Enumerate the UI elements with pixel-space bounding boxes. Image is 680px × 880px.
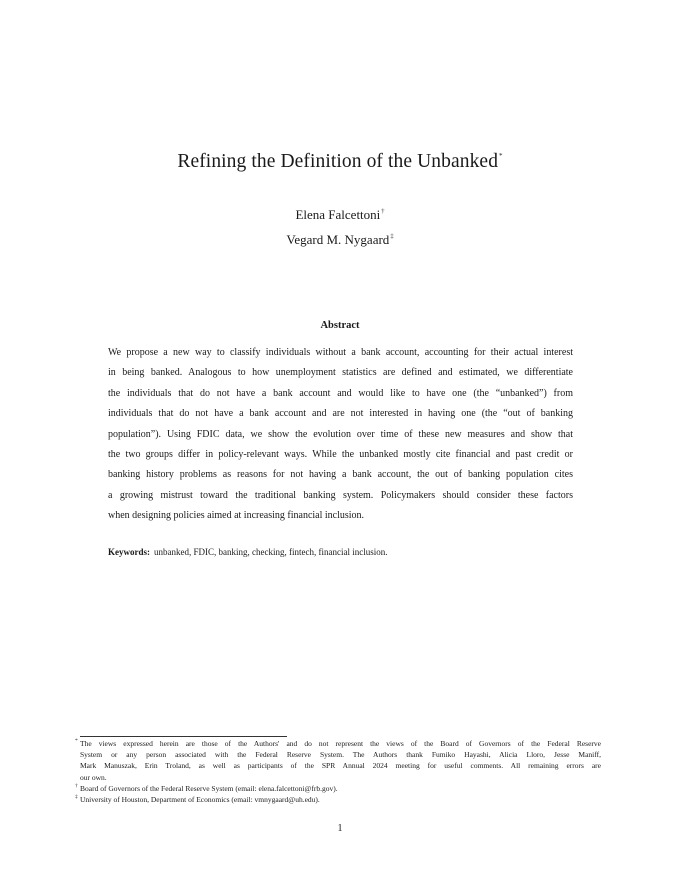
abstract-line: We propose a new way to classify individuals without a bank account, accounting for their actual interest [108,347,573,358]
title-footnote-mark: * [499,152,503,160]
footnote-line: The views expressed herein are those of the Authors' and do not represent the views of the Board of Governors of the Federal Reserve [80,739,601,748]
abstract-line: population”). Using FDIC data, we show the evolution over time of these new measures and show that [108,428,573,440]
abstract-line: in being banked. Analogous to how unemployment statistics are defined and estimated, we differentiate [108,367,573,379]
footnote-line: Board of Governors of the Federal Reserve System (email: elena.falcettoni@frb.gov). [80,783,338,793]
abstract-heading: Abstract [320,320,360,331]
footnote-mark: † [75,782,78,789]
footnote-line: System or any person associated with the Federal Reserve System. The Authors thank Fumiko Hayashi, Alicia Lloro, Jesse Maniff, [80,750,601,760]
page-number: 1 [337,823,343,834]
author-2-name: Vegard M. Nygaard [286,232,390,247]
footnote-1 [75,738,601,783]
footnote-text [80,738,601,783]
keywords [108,546,387,559]
abstract-line: the individuals that do not have a bank account and would like to have one (the “unbanked”) from [108,387,573,399]
abstract-body [108,343,573,527]
abstract-line: a growing mistrust toward the traditional banking system. Policymakers should consider these factors [108,489,573,501]
footnote-text [80,794,601,805]
footnote-divider [80,736,287,737]
abstract-line: the two groups differ in policy-relevant ways. While the unbanked mostly cite financial and past credit or [108,449,573,461]
footnote-2 [75,783,601,794]
abstract-line: when designing policies aimed at increasing financial inclusion. [108,510,365,522]
keywords-label: Keywords: [108,547,150,557]
footnotes [75,738,601,805]
abstract-line: banking history problems as reasons for not having a bank account, the out of banking population cites [108,469,573,481]
footnote-text [80,783,601,794]
author-1-footnote-mark: † [381,208,385,215]
footnote-3 [75,794,601,805]
footnote-mark: * [75,738,78,744]
footnote-mark: ‡ [75,794,78,801]
author-2-footnote-mark: ‡ [390,233,394,240]
author-1 [0,206,680,224]
abstract-line: individuals that do not have a bank account and are not interested in having one (the “out of banking [108,408,573,420]
title-text: Refining the Definition of the Unbanked [177,151,499,172]
author-2 [0,231,680,249]
footnote-line: Mark Manuszak, Erin Troland, as well as participants of the SPR Annual 2024 meeting for useful comments. All remaining errors are [80,761,601,771]
footnote-line: University of Houston, Department of Economics (email: vmnygaard@uh.edu). [80,795,320,805]
footnote-line: our own. [80,772,107,782]
keywords-text: unbanked, FDIC, banking, checking, fintech, financial inclusion. [154,547,388,557]
author-1-name: Elena Falcettoni [295,207,381,222]
paper-title [0,149,680,175]
